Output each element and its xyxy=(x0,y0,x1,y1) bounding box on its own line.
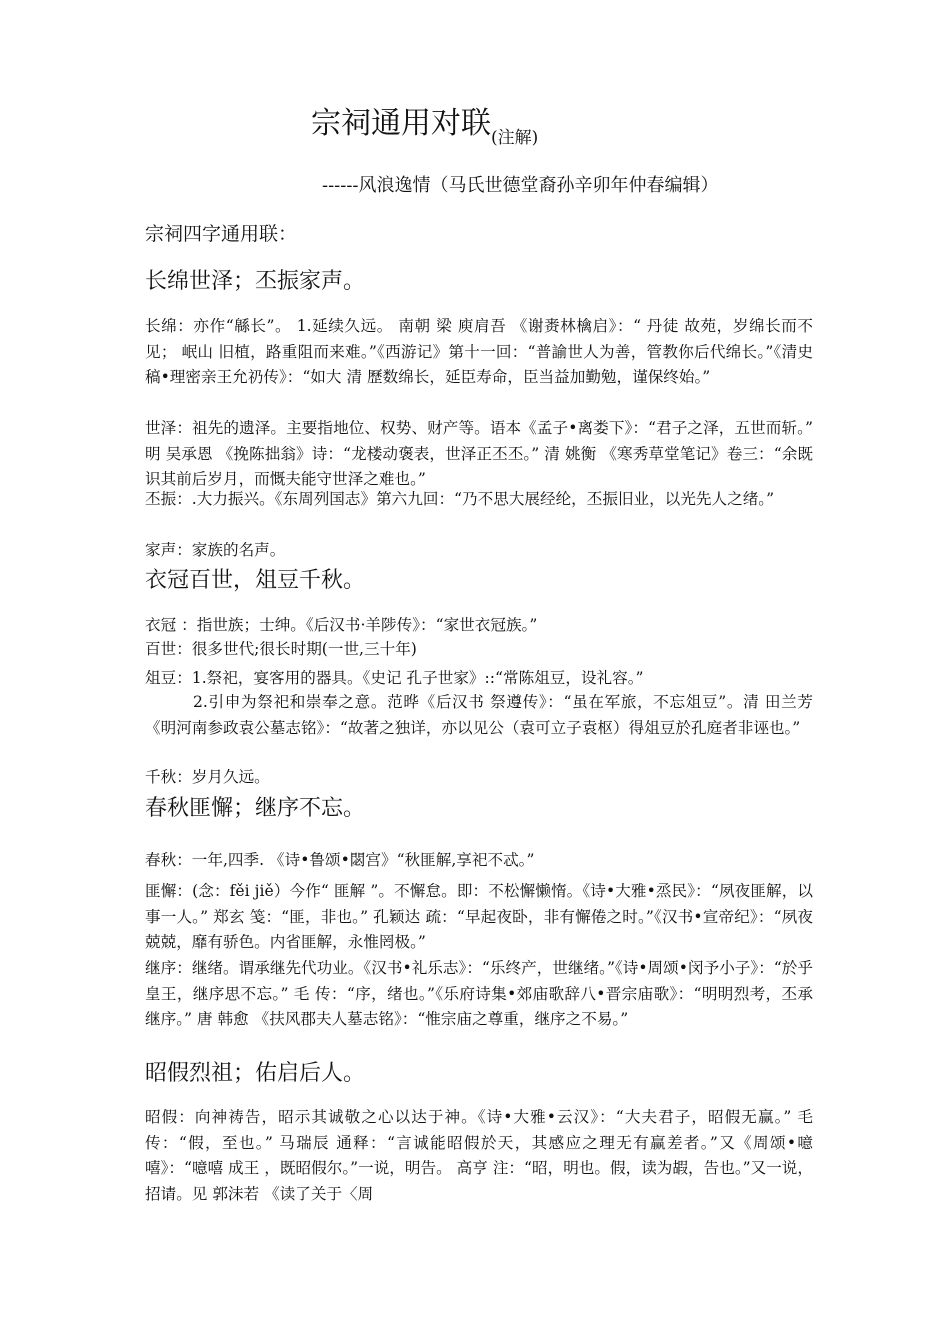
annotation-paragraph: 2.引申为祭祀和崇奉之意。范晔《后汉书 祭遵传》：“虽在军旅，不忘俎豆”。清 田兰芳《明河南参政袁公墓志铭》：“故著之独详，亦以见公（袁可立子袁枢）得俎豆於孔庭者非诬也。” xyxy=(145,693,813,737)
document-title xyxy=(311,104,538,148)
couplet-heading: 春秋匪懈；继序不忘。 xyxy=(145,796,366,821)
title-text: 宗祠通用对联 xyxy=(311,106,491,141)
annotation-paragraph: 丕振：.大力振兴。《东周列国志》第六九回：“乃不思大展经纶，丕振旧业，以光先人之绪。” xyxy=(145,490,775,508)
annotation-paragraph: 世泽：祖先的遗泽。主要指地位、权势、财产等。语本《孟子•离娄下》：“君子之泽，五世而斩。” 明 吴承恩 《挽陈拙翁》诗：“龙楼动褒表，世泽正丕丕。” 清 姚衡 《寒秀草堂笔记》卷三：“余既识其前后岁月，而慨夫能守世泽之难也。” xyxy=(145,419,813,488)
couplet-heading: 昭假烈祖；佑启后人。 xyxy=(145,1061,366,1086)
author-byline: ------风浪逸情（马氏世德堂裔孙辛卯年仲春编辑） xyxy=(322,175,719,196)
annotation-paragraph: 百世：很多世代;很长时期(一世,三十年) xyxy=(145,640,417,658)
annotation-paragraph: 春秋：一年,四季. 《诗•鲁颂•閟宫》“秋匪解,享祀不忒。” xyxy=(145,851,535,869)
annotation-paragraph: 长绵：亦作“緜长”。 1.延续久远。 南朝 梁 庾肩吾 《谢赉林檎启》：“ 丹徒 故苑，岁绵长而不见； 岷山 旧植，路重阻而来难。”《西游记》第十一回：“普諭世人为善，管教你后代绵长。”《清史稿•理密亲王允礽传》：“如大 清 歷数绵长，延臣寿命，臣当益加勤勉，谨保终始。” xyxy=(145,317,813,386)
section-heading: 宗祠四字通用联： xyxy=(145,223,298,245)
couplet-heading: 长绵世泽；丕振家声。 xyxy=(145,269,366,294)
annotation-paragraph: 俎豆：1.祭祀，宴客用的器具。《史记 孔子世家》::“常陈俎豆，设礼容。” xyxy=(145,669,644,687)
annotation-paragraph: 家声：家族的名声。 xyxy=(145,541,286,559)
annotation-paragraph: 昭假：向神祷告，昭示其诚敬之心以达于神。《诗•大雅•云汉》：“大夫君子，昭假无赢。” 毛 传：“假，至也。” 马瑞辰 通释：“言诚能昭假於天，其感应之理无有赢差者。”又《周颂•噫嘻》：“噫嘻 成王 ，既昭假尔。”一说，明告。 高亨 注：“昭，明也。假，读为嘏，告也。”又一说，招请。见 郭沫若 《读了关于〈周 xyxy=(145,1108,813,1203)
annotation-paragraph: 继序：继绪。谓承继先代功业。《汉书•礼乐志》：“乐终产，世继绪。”《诗•周颂•闵予小子》：“於乎皇王，继序思不忘。” 毛 传：“序，绪也。”《乐府诗集•郊庙歌辞八•晋宗庙歌》：“明明烈考，丕承继序。” 唐 韩愈 《扶风郡夫人墓志铭》：“惟宗庙之尊重，继序之不易。” xyxy=(145,959,813,1028)
annotation-paragraph: 千秋：岁月久远。 xyxy=(145,768,270,786)
annotation-paragraph: 匪懈：(念：fěi jiě）今作“ 匪解 ”。不懈怠。即：不松懈懒惰。《诗•大雅•烝民》：“夙夜匪解，以事一人。” 郑玄 笺：“匪，非也。” 孔颖达 疏：“早起夜卧，非有懈倦之时。”《汉书•宣帝纪》：“夙夜兢兢，靡有骄色。内省匪解，永惟罔极。” xyxy=(145,882,813,951)
couplet-heading: 衣冠百世，俎豆千秋。 xyxy=(145,568,366,593)
title-subscript: (注解) xyxy=(491,128,539,148)
annotation-paragraph: 衣冠 ：指世族；士绅。《后汉书·羊陟传》：“家世衣冠族。” xyxy=(145,616,538,634)
